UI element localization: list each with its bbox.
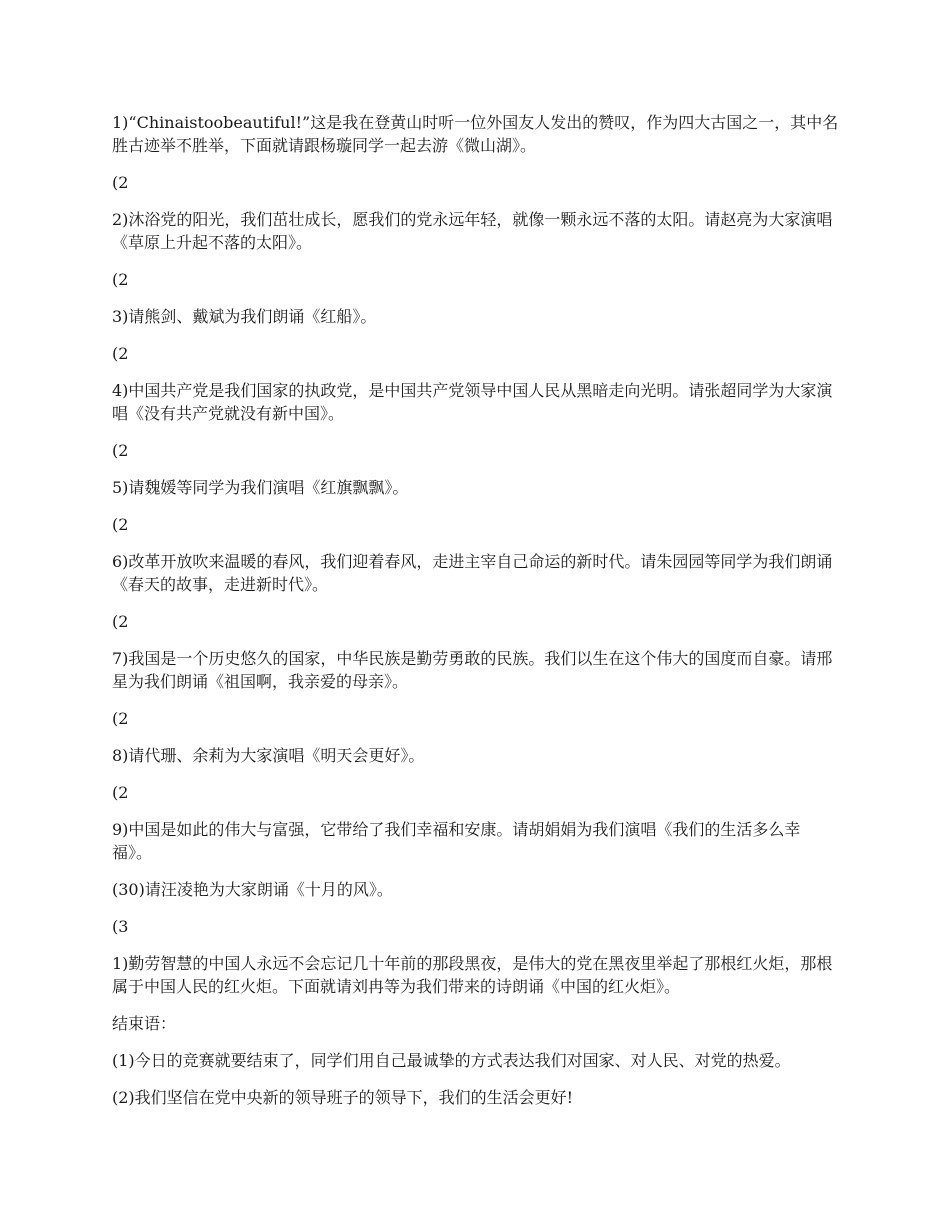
paragraph: (2 bbox=[112, 612, 129, 631]
paragraph: 6)改革开放吹来温暖的春风，我们迎着春风，走进主宰自己命运的新时代。请朱园园等同学为我们朗诵《春天的故事，走进新时代》。 bbox=[112, 552, 833, 594]
paragraph: (2)我们坚信在党中央新的领导班子的领导下，我们的生活会更好! bbox=[112, 1088, 574, 1107]
paragraph: 5)请魏媛等同学为我们演唱《红旗飘飘》。 bbox=[112, 478, 409, 497]
paragraph: (2 bbox=[112, 783, 129, 802]
paragraph: (2 bbox=[112, 709, 129, 728]
paragraph: (2 bbox=[112, 173, 129, 192]
paragraph: 1)“Chinaistoobeautiful!”这是我在登黄山时听一位外国友人发出的赞叹，作为四大古国之一，其中名胜古迹举不胜举，下面就请跟杨璇同学一起去游《微山湖》。 bbox=[112, 113, 839, 155]
paragraph: (2 bbox=[112, 441, 129, 460]
paragraph: 1)勤劳智慧的中国人永远不会忘记几十年前的那段黑夜，是伟大的党在黑夜里举起了那根红火炬，那根属于中国人民的红火炬。下面就请刘冉等为我们带来的诗朗诵《中国的红火炬》。 bbox=[112, 954, 833, 996]
paragraph: (3 bbox=[112, 917, 129, 936]
section-heading: 结束语： bbox=[112, 1014, 177, 1033]
paragraph: (2 bbox=[112, 515, 129, 534]
paragraph: 7)我国是一个历史悠久的国家，中华民族是勤劳勇敢的民族。我们以生在这个伟大的国度而自豪。请邢星为我们朗诵《祖国啊，我亲爱的母亲》。 bbox=[112, 649, 833, 691]
paragraph: (1)今日的竞赛就要结束了，同学们用自己最诚挚的方式表达我们对国家、对人民、对党的热爱。 bbox=[112, 1051, 791, 1070]
paragraph: (30)请汪凌艳为大家朗诵《十月的风》。 bbox=[112, 880, 393, 899]
paragraph: 3)请熊剑、戴斌为我们朗诵《红船》。 bbox=[112, 307, 377, 326]
paragraph: (2 bbox=[112, 344, 129, 363]
paragraph: 8)请代珊、余莉为大家演唱《明天会更好》。 bbox=[112, 746, 425, 765]
paragraph: 9)中国是如此的伟大与富强，它带给了我们幸福和安康。请胡娟娟为我们演唱《我们的生活多么幸福》。 bbox=[112, 820, 801, 862]
paragraph: (2 bbox=[112, 270, 129, 289]
paragraph: 4)中国共产党是我们国家的执政党，是中国共产党领导中国人民从黑暗走向光明。请张超同学为大家演唱《没有共产党就没有新中国》。 bbox=[112, 381, 833, 423]
paragraph: 2)沐浴党的阳光，我们茁壮成长，愿我们的党永远年轻，就像一颗永远不落的太阳。请赵亮为大家演唱《草原上升起不落的太阳》。 bbox=[112, 210, 833, 252]
